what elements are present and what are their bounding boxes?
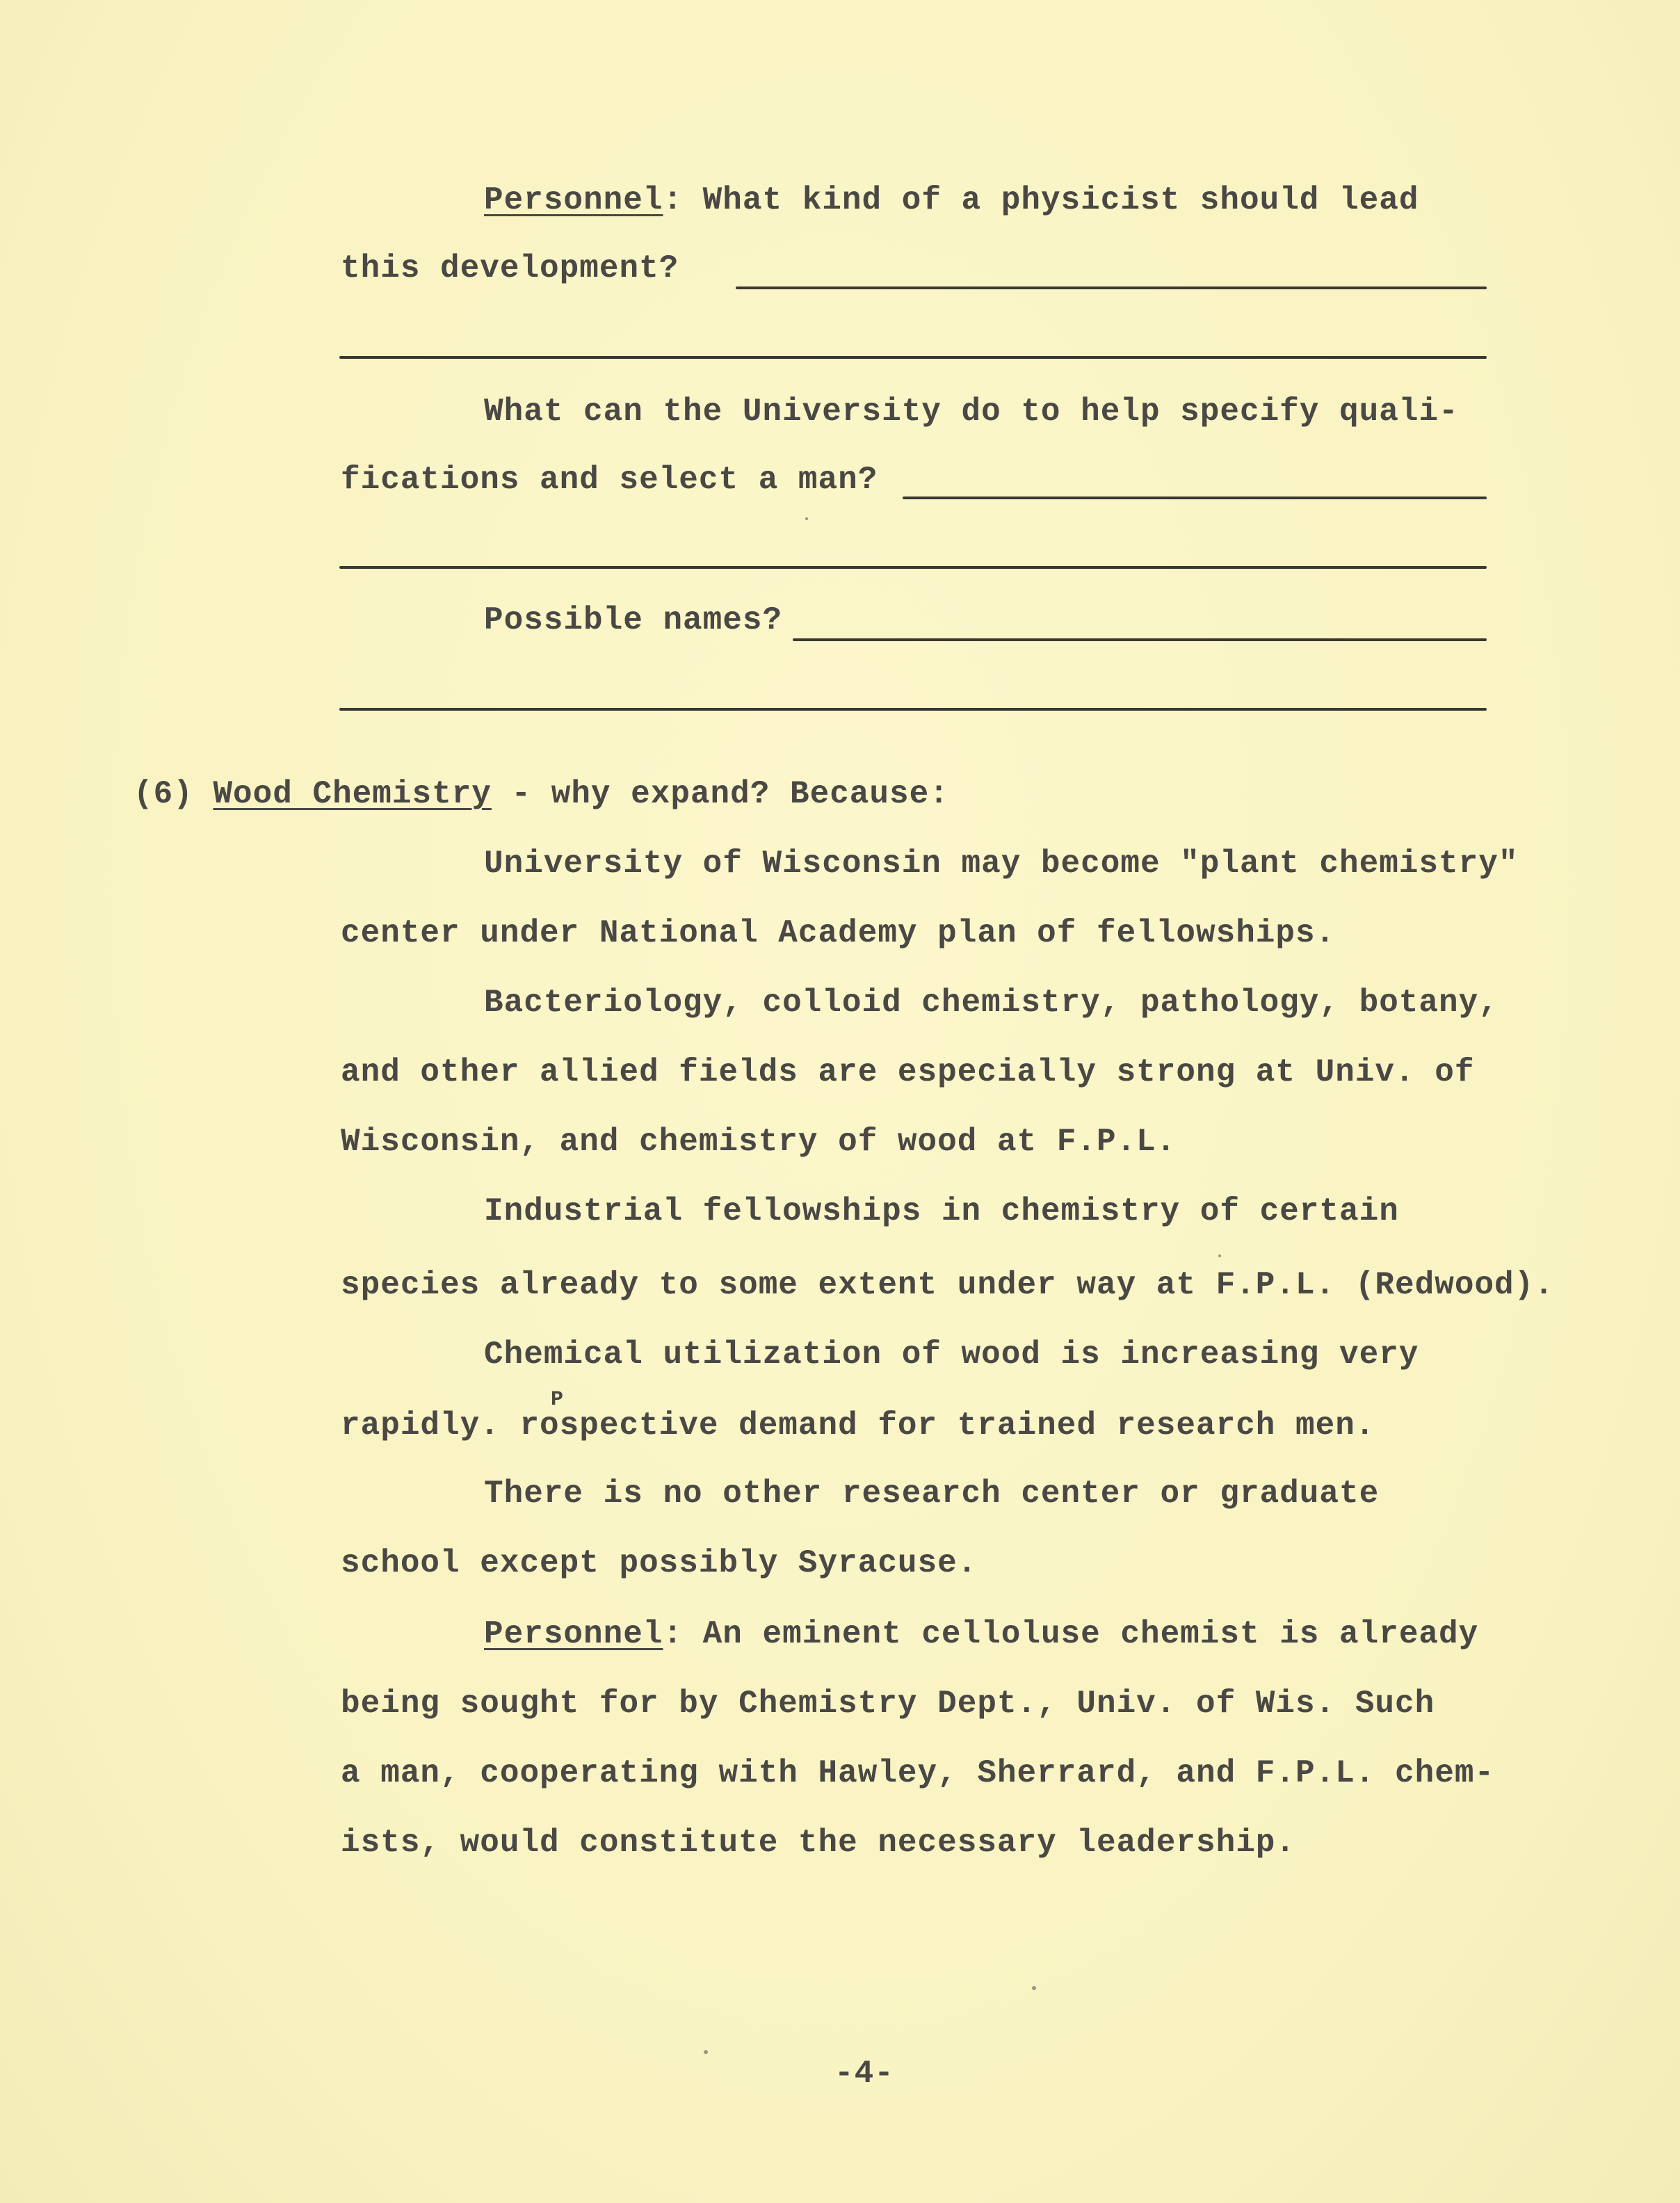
para5-line2: school except possibly Syracuse.	[341, 1545, 978, 1581]
personnel-question-text: What kind of a physicist should lead	[702, 182, 1419, 218]
paper-speck	[1032, 1986, 1036, 1990]
personnel2-colon: :	[663, 1616, 703, 1652]
possible-names-question: Possible names?	[484, 602, 783, 638]
para2-line2: and other allied fields are especially strong at Univ. of	[341, 1054, 1475, 1090]
answer-blank-1b	[339, 356, 1487, 359]
answer-blank-3b	[339, 708, 1487, 711]
personnel2-label: Personnel	[484, 1616, 663, 1652]
para3-line2: species already to some extent under way at F.P.L. (Redwood).	[341, 1267, 1554, 1303]
personnel2-line1	[484, 1613, 1478, 1655]
heading-space	[492, 776, 512, 812]
page-number: -4-	[834, 2056, 894, 2092]
university-question-line-1: What can the University do to help specify quali-	[484, 394, 1459, 430]
section-title: Wood Chemistry	[213, 776, 492, 812]
personnel-colon: :	[663, 182, 703, 218]
section-6-heading	[134, 773, 949, 815]
personnel2-line4: ists, would constitute the necessary leadership.	[341, 1825, 1296, 1861]
para2-line3: Wisconsin, and chemistry of wood at F.P.L.	[341, 1124, 1177, 1160]
heading-gap	[193, 776, 213, 812]
paper-speck	[1218, 1254, 1221, 1257]
answer-blank-3a	[793, 638, 1487, 641]
para1-line1: University of Wisconsin may become "plant chemistry"	[484, 846, 1519, 882]
paper-speck	[704, 2050, 708, 2054]
para2-line1: Bacteriology, colloid chemistry, pathology, botany,	[484, 985, 1499, 1021]
paper-speck	[805, 517, 808, 520]
para4-line1: Chemical utilization of wood is increasing very	[484, 1337, 1419, 1373]
para5-line1: There is no other research center or graduate	[484, 1476, 1380, 1512]
personnel2-line1-text: An eminent celloluse chemist is already	[702, 1616, 1479, 1652]
typed-correction-p: P	[551, 1388, 564, 1412]
personnel-label: Personnel	[484, 182, 663, 218]
personnel-question-line-1	[484, 179, 1419, 221]
section-heading-rest: - why expand? Because:	[511, 776, 949, 812]
personnel-question-line-2: this development?	[341, 250, 679, 287]
para3-line1: Industrial fellowships in chemistry of certain	[484, 1193, 1399, 1229]
answer-blank-2b	[339, 566, 1487, 569]
answer-blank-2a	[903, 497, 1487, 499]
section-number: (6)	[134, 776, 193, 812]
para4-line2: rapidly. rospective demand for trained research men.	[341, 1407, 1375, 1444]
para1-line2: center under National Academy plan of fellowships.	[341, 915, 1336, 951]
university-question-line-2: fications and select a man?	[341, 462, 878, 498]
personnel2-line2: being sought for by Chemistry Dept., Univ. of Wis. Such	[341, 1686, 1435, 1722]
answer-blank-1a	[736, 287, 1487, 289]
personnel2-line3: a man, cooperating with Hawley, Sherrard, and F.P.L. chem-	[341, 1755, 1495, 1791]
